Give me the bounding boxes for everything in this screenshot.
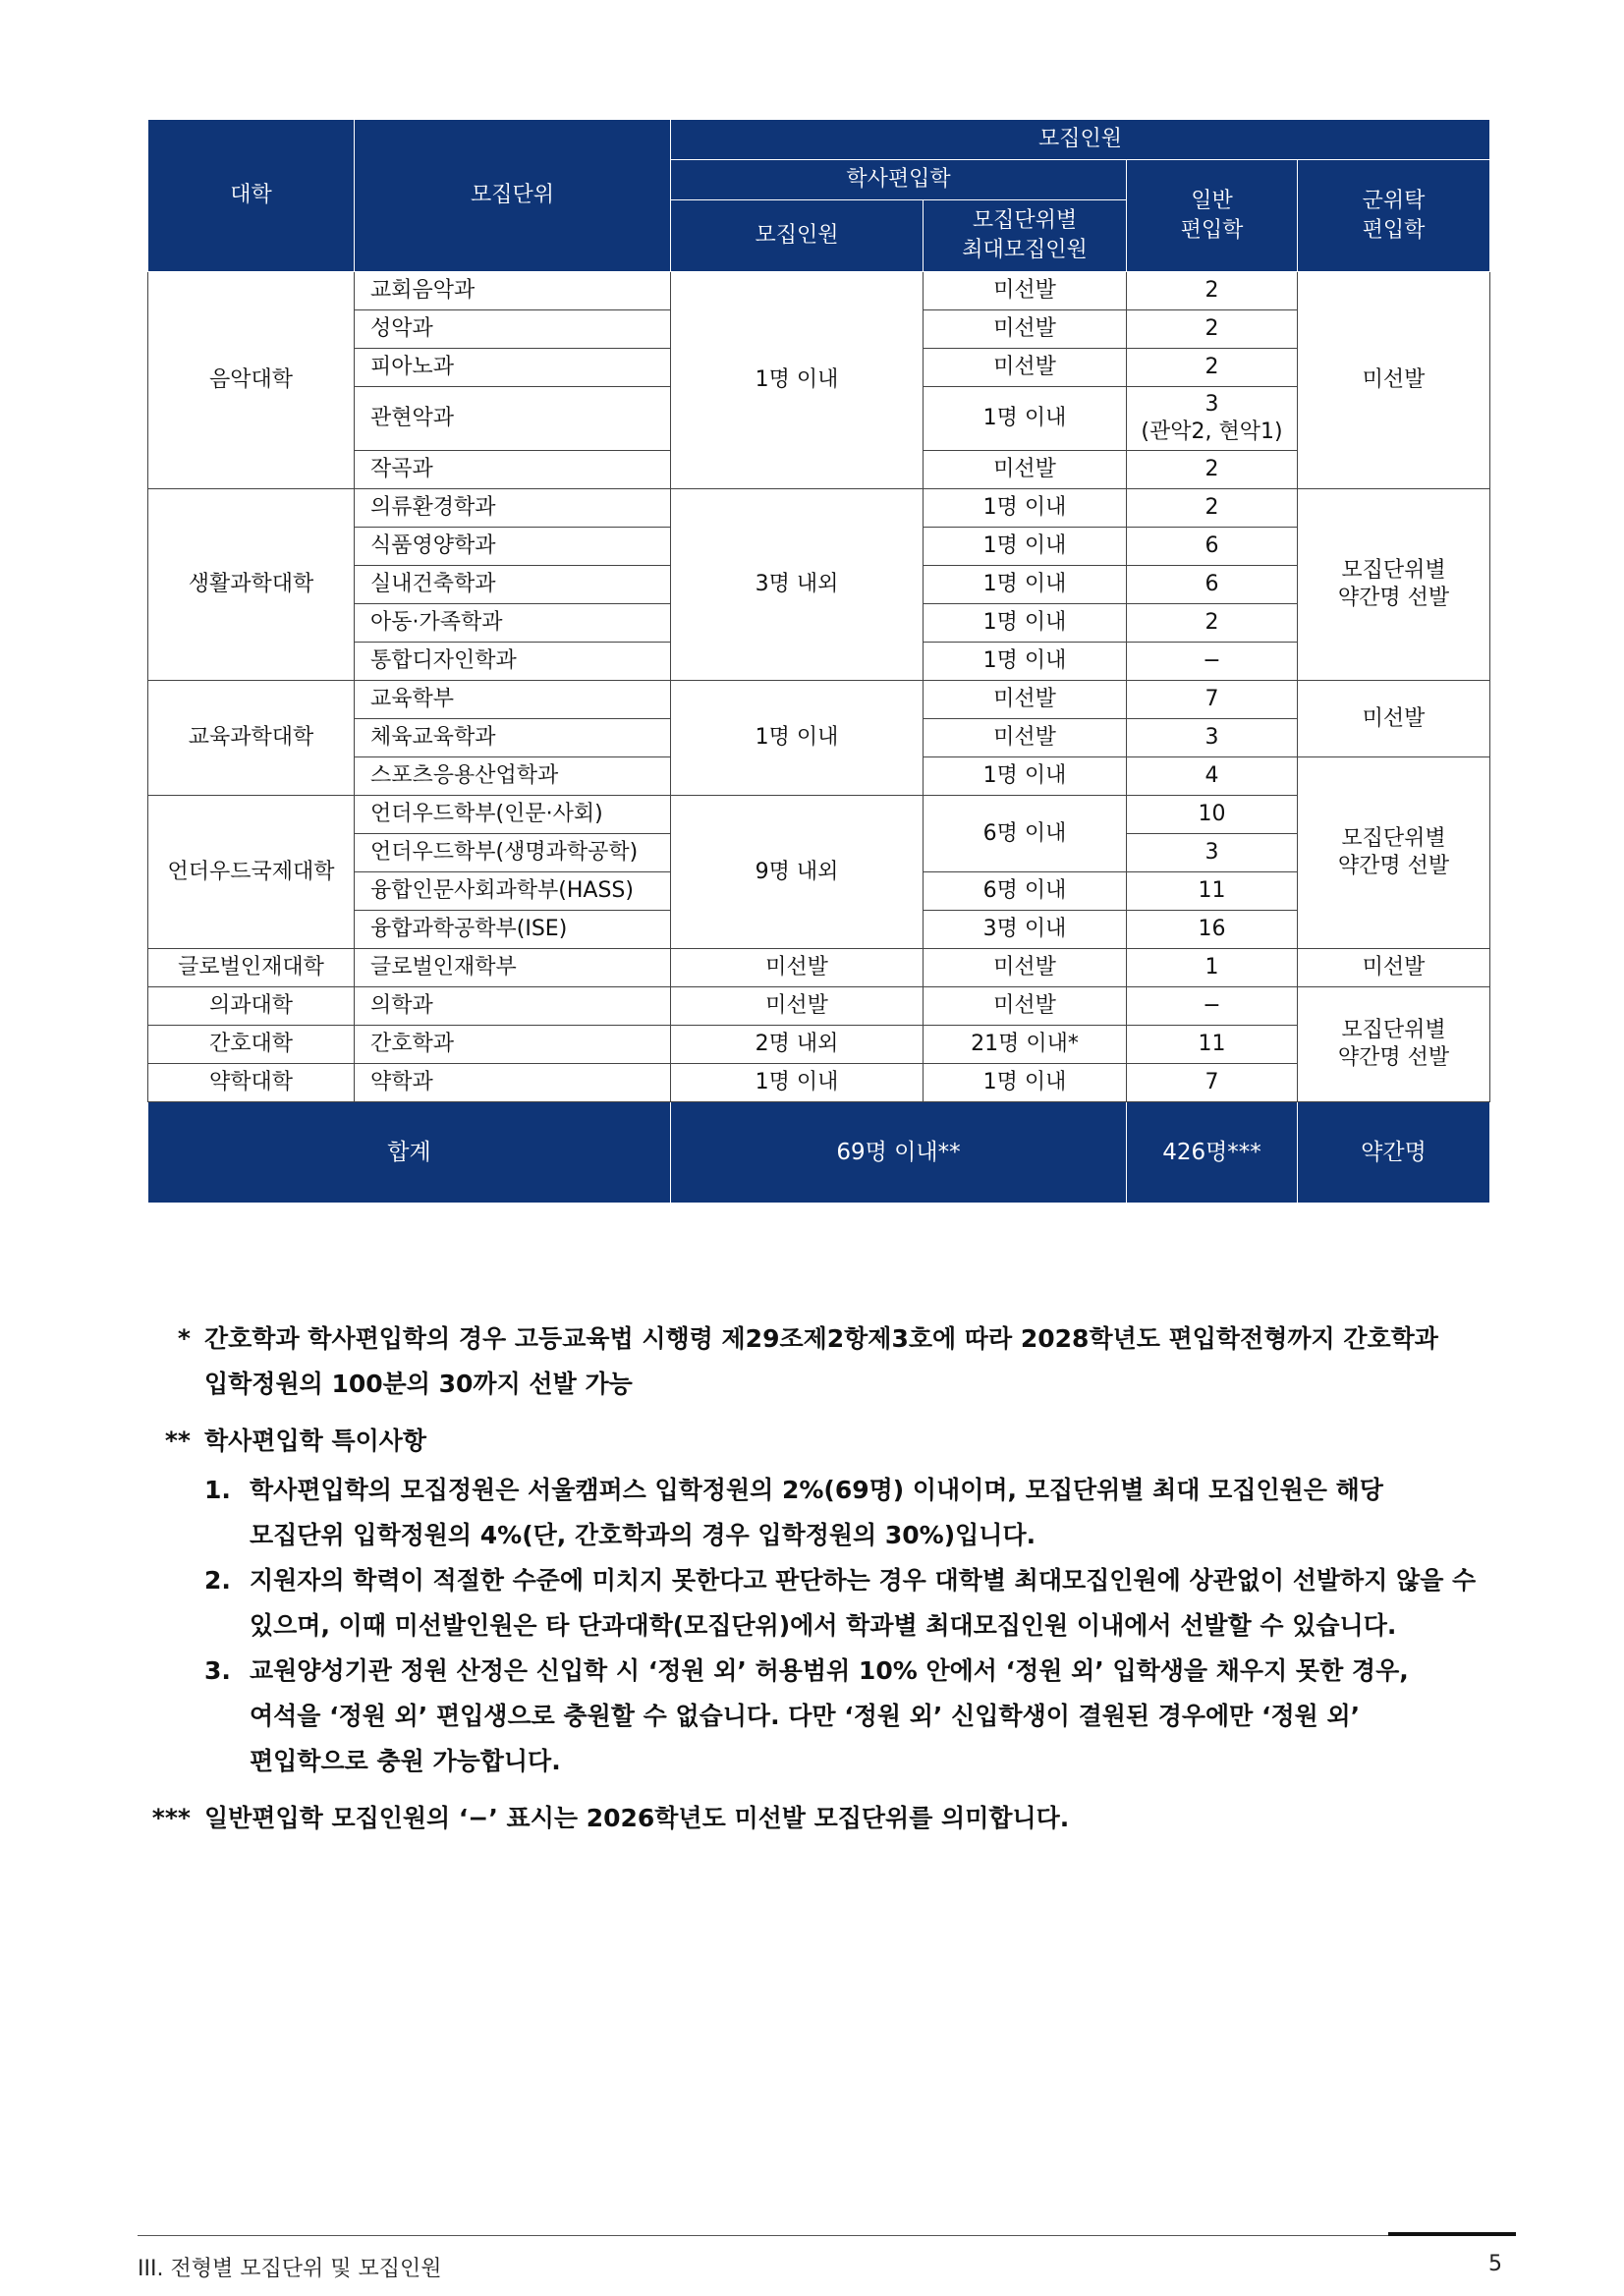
bachelor-max-cell: 1명 이내	[924, 604, 1127, 643]
bachelor-max-cell: 21명 이내*	[924, 1026, 1127, 1064]
bachelor-max-cell: 미선발	[924, 719, 1127, 757]
bachelor-max-cell: 1명 이내	[924, 643, 1127, 681]
note-2	[147, 1419, 1484, 1464]
header-general: 일반 편입학	[1127, 160, 1298, 272]
general-cell: 7	[1127, 681, 1298, 719]
dept-cell: 체육교육학과	[355, 719, 671, 757]
footer-accent-bar	[1388, 2232, 1516, 2236]
dept-cell: 간호학과	[355, 1026, 671, 1064]
footer-divider	[138, 2235, 1516, 2236]
bachelor-max-cell: 미선발	[924, 272, 1127, 310]
bachelor-count-cell: 2명 내외	[671, 1026, 924, 1064]
table-row	[148, 489, 1490, 528]
recruitment-table	[147, 119, 1490, 1204]
bachelor-max-cell: 미선발	[924, 451, 1127, 489]
header-unit: 모집단위	[355, 120, 671, 272]
military-cell: 모집단위별 약간명 선발	[1298, 757, 1490, 949]
general-cell: 2	[1127, 310, 1298, 349]
note-3	[147, 1796, 1484, 1841]
college-cell: 교육과학대학	[148, 681, 355, 796]
item-text: 학사편입학의 모집정원은 서울캠퍼스 입학정원의 2%(69명) 이내이며, 모집단위별 최대 모집인원은 해당 모집단위 입학정원의 4%(단, 간호학과의 경우 입학정원의 30%)입니다.	[250, 1476, 1383, 1549]
college-cell: 생활과학대학	[148, 489, 355, 681]
item-number: 1.	[204, 1476, 231, 1504]
bachelor-max-cell: 1명 이내	[924, 489, 1127, 528]
dept-cell: 성악과	[355, 310, 671, 349]
table-row	[148, 681, 1490, 719]
table-row	[148, 796, 1490, 834]
bachelor-max-cell: 6명 이내	[924, 872, 1127, 911]
dept-cell: 식품영양학과	[355, 528, 671, 566]
college-cell: 의과대학	[148, 987, 355, 1026]
general-cell: 6	[1127, 528, 1298, 566]
page-number: 5	[1488, 2252, 1502, 2276]
general-cell: 2	[1127, 489, 1298, 528]
bachelor-max-cell: 미선발	[924, 987, 1127, 1026]
dept-cell: 글로벌인재학부	[355, 949, 671, 987]
dept-cell: 의류환경학과	[355, 489, 671, 528]
dept-cell: 언더우드학부(생명과학공학)	[355, 834, 671, 872]
general-cell: 3	[1127, 719, 1298, 757]
header-bachelor-count: 모집인원	[671, 200, 924, 272]
footer-section-title: III. 전형별 모집단위 및 모집인원	[138, 2257, 442, 2281]
bachelor-max-cell: 1명 이내	[924, 528, 1127, 566]
note-1	[147, 1316, 1484, 1407]
bachelor-max-cell: 미선발	[924, 949, 1127, 987]
general-cell: −	[1127, 987, 1298, 1026]
bachelor-max-cell: 미선발	[924, 349, 1127, 387]
general-cell: −	[1127, 643, 1298, 681]
dept-cell: 융합과학공학부(ISE)	[355, 911, 671, 949]
table-row	[148, 949, 1490, 987]
dept-cell: 스포츠응용산업학과	[355, 757, 671, 796]
table-row	[148, 1064, 1490, 1102]
bachelor-count-cell: 미선발	[671, 987, 924, 1026]
notes-section	[147, 1316, 1484, 1853]
bachelor-max-cell: 3명 이내	[924, 911, 1127, 949]
general-cell: 2	[1127, 349, 1298, 387]
military-cell: 미선발	[1298, 949, 1490, 987]
table-row	[148, 1026, 1490, 1064]
note-marker: ***	[151, 1804, 191, 1832]
note-2-item-1	[204, 1468, 1484, 1558]
item-text: 지원자의 학력이 적절한 수준에 미치지 못한다고 판단하는 경우 대학별 최대모집인원에 상관없이 선발하지 않을 수 있으며, 이때 미선발인원은 타 단과대학(모집단위)에서 학과별 최대모집인원 이내에서 선발할 수 있습니다.	[250, 1566, 1477, 1640]
dept-cell: 의학과	[355, 987, 671, 1026]
bachelor-count-cell: 1명 이내	[671, 1064, 924, 1102]
bachelor-max-cell: 1명 이내	[924, 757, 1127, 796]
dept-cell: 언더우드학부(인문·사회)	[355, 796, 671, 834]
bachelor-max-cell: 1명 이내	[924, 1064, 1127, 1102]
military-cell: 모집단위별 약간명 선발	[1298, 489, 1490, 681]
general-cell: 4	[1127, 757, 1298, 796]
general-cell: 3	[1127, 834, 1298, 872]
general-cell: 2	[1127, 604, 1298, 643]
header-bachelor: 학사편입학	[671, 160, 1127, 200]
bachelor-count-cell: 1명 이내	[671, 681, 924, 796]
total-general: 426명***	[1127, 1102, 1298, 1204]
dept-cell: 교회음악과	[355, 272, 671, 310]
dept-cell: 피아노과	[355, 349, 671, 387]
dept-cell: 통합디자인학과	[355, 643, 671, 681]
general-cell: 6	[1127, 566, 1298, 604]
note-marker: **	[164, 1427, 191, 1455]
bachelor-max-cell: 1명 이내	[924, 387, 1127, 451]
general-cell: 7	[1127, 1064, 1298, 1102]
bachelor-max-cell: 미선발	[924, 310, 1127, 349]
item-number: 2.	[204, 1566, 231, 1595]
general-cell: 2	[1127, 451, 1298, 489]
header-military: 군위탁 편입학	[1298, 160, 1490, 272]
dept-cell: 실내건축학과	[355, 566, 671, 604]
note-text: 간호학과 학사편입학의 경우 고등교육법 시행령 제29조제2항제3호에 따라 2028학년도 편입학전형까지 간호학과 입학정원의 100분의 30까지 선발 가능	[204, 1324, 1438, 1398]
general-cell: 16	[1127, 911, 1298, 949]
bachelor-count-cell: 3명 내외	[671, 489, 924, 681]
general-cell: 11	[1127, 1026, 1298, 1064]
college-cell: 언더우드국제대학	[148, 796, 355, 949]
note-marker: *	[177, 1324, 191, 1353]
note-2-item-2	[204, 1558, 1484, 1649]
header-recruit: 모집인원	[671, 120, 1490, 160]
total-row	[148, 1102, 1490, 1204]
college-cell: 약학대학	[148, 1064, 355, 1102]
bachelor-max-cell: 1명 이내	[924, 566, 1127, 604]
item-number: 3.	[204, 1656, 231, 1685]
dept-cell: 융합인문사회과학부(HASS)	[355, 872, 671, 911]
table-row	[148, 272, 1490, 310]
general-cell: 10	[1127, 796, 1298, 834]
college-cell: 글로벌인재대학	[148, 949, 355, 987]
table-row	[148, 987, 1490, 1026]
general-cell: 11	[1127, 872, 1298, 911]
general-cell: 2	[1127, 272, 1298, 310]
college-cell: 음악대학	[148, 272, 355, 489]
military-cell: 모집단위별 약간명 선발	[1298, 987, 1490, 1102]
header-college: 대학	[148, 120, 355, 272]
total-bachelor: 69명 이내**	[671, 1102, 1127, 1204]
note-text: 학사편입학 특이사항	[204, 1427, 427, 1455]
general-cell: 1	[1127, 949, 1298, 987]
bachelor-count-cell: 9명 내외	[671, 796, 924, 949]
dept-cell: 교육학부	[355, 681, 671, 719]
bachelor-max-cell: 6명 이내	[924, 796, 1127, 872]
dept-cell: 작곡과	[355, 451, 671, 489]
dept-cell: 약학과	[355, 1064, 671, 1102]
bachelor-max-cell: 미선발	[924, 681, 1127, 719]
college-cell: 간호대학	[148, 1026, 355, 1064]
total-label: 합계	[148, 1102, 671, 1204]
military-cell: 미선발	[1298, 681, 1490, 757]
total-military: 약간명	[1298, 1102, 1490, 1204]
bachelor-count-cell: 1명 이내	[671, 272, 924, 489]
header-bachelor-max: 모집단위별 최대모집인원	[924, 200, 1127, 272]
item-text: 교원양성기관 정원 산정은 신입학 시 ‘정원 외’ 허용범위 10% 안에서 ‘정원 외’ 입학생을 채우지 못한 경우, 여석을 ‘정원 외’ 편입생으로 충원할 수 없습니다. 다만 ‘정원 외’ 신입학생이 결원된 경우에만 ‘정원 외’ 편입학으로 충원 가능합니다.	[250, 1656, 1409, 1775]
bachelor-count-cell: 미선발	[671, 949, 924, 987]
military-cell: 미선발	[1298, 272, 1490, 489]
dept-cell: 아동·가족학과	[355, 604, 671, 643]
general-cell: 3 (관악2, 현악1)	[1127, 387, 1298, 451]
dept-cell: 관현악과	[355, 387, 671, 451]
note-text: 일반편입학 모집인원의 ‘−’ 표시는 2026학년도 미선발 모집단위를 의미합니다.	[204, 1804, 1070, 1832]
note-2-item-3	[204, 1649, 1484, 1784]
